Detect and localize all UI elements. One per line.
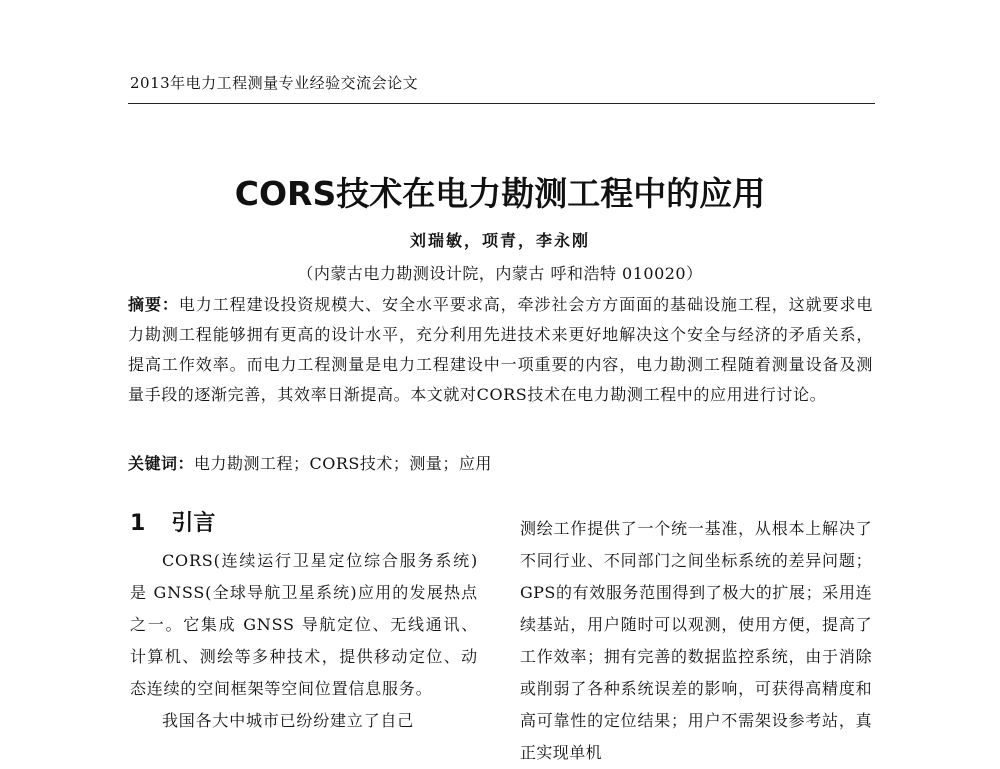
- abstract-label: 摘要：: [128, 295, 179, 314]
- right-column-paragraph: 测绘工作提供了一个统一基准，从根本上解决了不同行业、不同部门之间坐标系统的差异问题；GPS的有效服务范围得到了极大的扩展；采用连续基站，用户随时可以观测，使用方便，提高了工作效率；拥有完善的数据监控系统，由于消除或削弱了各种系统误差的影响，可获得高精度和高可靠性的定位结果；用户不需架设参考站，真正实现单机: [520, 519, 872, 762]
- keywords-label: 关键词：: [128, 454, 195, 473]
- keywords-text: 电力勘测工程；CORS技术；测量；应用: [194, 454, 492, 473]
- keywords: [128, 451, 873, 474]
- authors: 刘瑞敏，项青，李永刚: [409, 231, 590, 250]
- paper-title: CORS技术在电力勘测工程中的应用: [234, 174, 766, 213]
- intro-paragraph-1: CORS(连续运行卫星定位综合服务系统)是 GNSS(全球导航卫星系统)应用的发展热点之一。它集成 GNSS 导航定位、无线通讯、计算机、测绘等多种技术，提供移动定位、动态连续的空间框架等空间位置信息服务。: [130, 551, 478, 698]
- affiliation: （内蒙古电力勘测设计院，内蒙古 呼和浩特 010020）: [297, 264, 703, 283]
- left-column: [130, 545, 478, 737]
- section-heading: [130, 506, 215, 537]
- right-column: [520, 513, 872, 769]
- abstract: [128, 290, 873, 410]
- abstract-text: 电力工程建设投资规模大、安全水平要求高，牵涉社会方方面面的基础设施工程，这就要求电力勘测工程能够拥有更高的设计水平，充分利用先进技术来更好地解决这个安全与经济的矛盾关系，提高工作效率。而电力工程测量是电力工程建设中一项重要的内容，电力勘测工程随着测量设备及测量手段的逐渐完善，其效率日渐提高。本文就对CORS技术在电力勘测工程中的应用进行讨论。: [128, 295, 873, 404]
- intro-paragraph-2: 我国各大中城市已纷纷建立了自己: [162, 711, 415, 730]
- section-title: 引言: [171, 511, 216, 536]
- header-divider: [128, 103, 875, 104]
- running-header: 2013年电力工程测量专业经验交流会论文: [130, 74, 419, 92]
- section-number: 1: [130, 511, 146, 536]
